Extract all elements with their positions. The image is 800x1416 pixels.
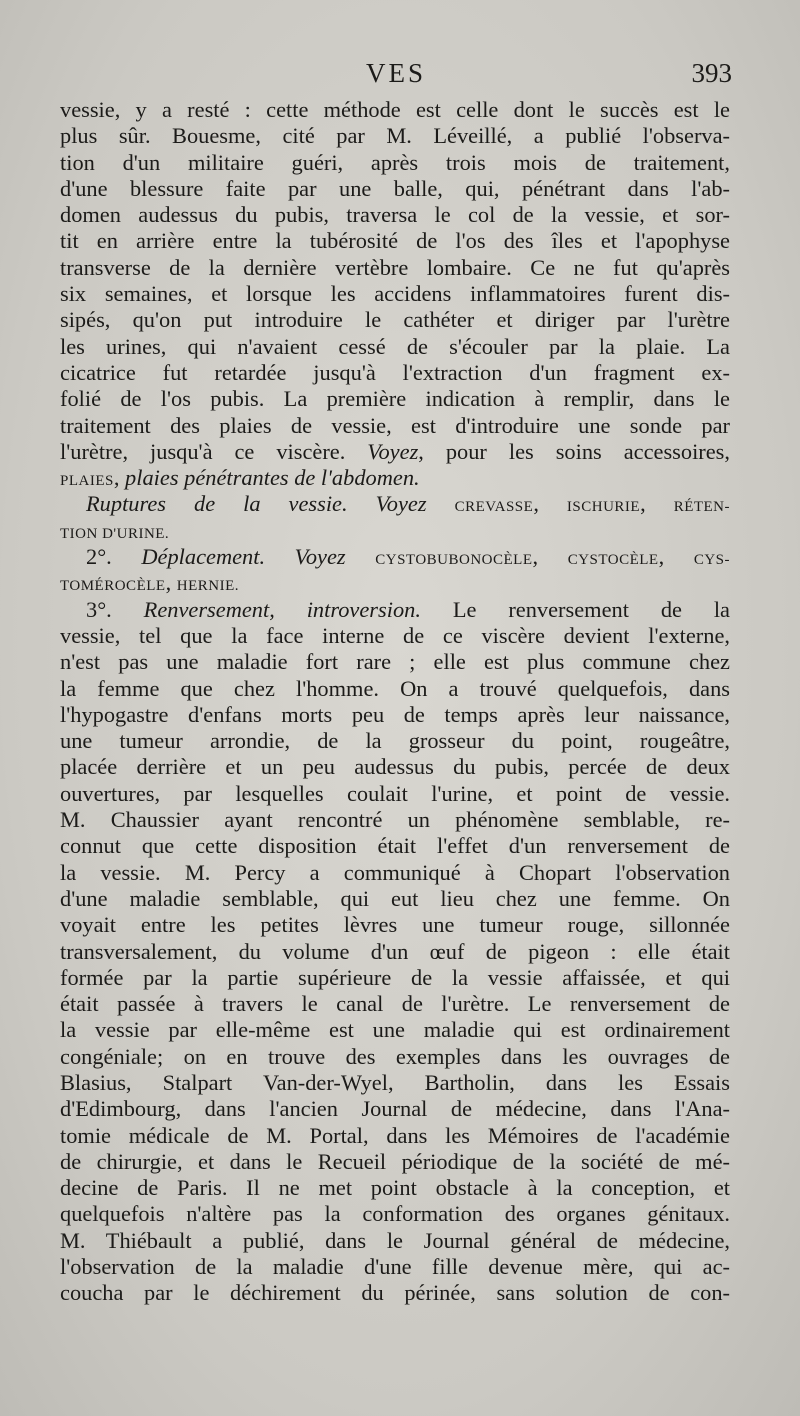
text-line xyxy=(60,255,730,281)
text-segment: tion d'un militaire guéri, après trois mois de traitement, xyxy=(60,149,730,175)
text-segment: sipés, qu'on put introduire le cathéter et diriger par l'urètre xyxy=(60,307,730,333)
text-segment: , xyxy=(532,544,568,570)
text-segment: d'une maladie semblable, qui eut lieu chez une femme. On xyxy=(60,885,730,911)
text-segment: traitement des plaies de vessie, est d'introduire une sonde par xyxy=(60,412,730,438)
text-segment: transverse de la dernière vertèbre lombaire. Ce ne fut qu'après xyxy=(60,254,730,280)
text-segment: Ruptures de la vessie. Voyez xyxy=(86,491,427,517)
text-segment: la vessie. M. Percy a communiqué à Chopart l'observation xyxy=(60,859,730,885)
text-segment: Déplacement. Voyez xyxy=(141,544,346,570)
text-line xyxy=(60,1149,730,1175)
text-segment: CYS- xyxy=(693,552,730,569)
text-segment: Blasius, Stalpart Van-der-Wyel, Bartholin, dans les Essais xyxy=(60,1069,730,1095)
text-segment: ouvertures, par lesquelles coulait l'urine, et point de vessie. xyxy=(60,780,730,806)
text-line xyxy=(60,676,730,702)
text-segment: l'hypogastre d'enfans morts peu de temps après leur naissance, xyxy=(60,701,730,727)
text-segment: domen audessus du pubis, traversa le col de la vessie, et sor- xyxy=(60,202,730,228)
text-line xyxy=(60,860,730,886)
text-segment: coucha par le déchirement du périnée, sans solution de con- xyxy=(60,1280,730,1306)
text-segment: decine de Paris. Il ne met point obstacle à la conception, et xyxy=(60,1175,730,1201)
text-segment: , xyxy=(658,544,694,570)
text-line xyxy=(60,307,730,333)
text-line xyxy=(60,202,730,228)
text-line xyxy=(60,150,730,176)
text-line xyxy=(60,518,730,544)
text-line xyxy=(60,228,730,254)
text-line xyxy=(60,1201,730,1227)
text-segment: transversalement, du volume d'un œuf de pigeon : elle était xyxy=(60,938,730,964)
text-line xyxy=(60,360,730,386)
text-segment: d'Edimbourg, dans l'ancien Journal de médecine, dans l'Ana- xyxy=(60,1096,730,1122)
body-text xyxy=(60,97,730,1307)
text-segment: n'est pas une maladie fort rare ; elle est plus commune chez xyxy=(60,649,730,675)
text-segment: , pour les soins accessoires, xyxy=(418,438,730,464)
text-line xyxy=(60,597,730,623)
text-line xyxy=(60,281,730,307)
text-segment: TION D'URINE. xyxy=(60,525,170,542)
page-header xyxy=(60,58,732,94)
text-line xyxy=(60,807,730,833)
text-segment: , xyxy=(533,491,567,517)
text-line xyxy=(60,1254,730,1280)
text-segment: , xyxy=(640,491,674,517)
text-segment: RÉTEN- xyxy=(673,499,730,516)
text-line xyxy=(60,623,730,649)
text-line xyxy=(60,176,730,202)
text-line xyxy=(60,965,730,991)
text-segment: TOMÉROCÈLE xyxy=(60,578,166,595)
text-line xyxy=(60,833,730,859)
text-segment: , xyxy=(165,570,177,596)
text-segment: était passée à travers le canal de l'urètre. Le renversement de xyxy=(60,991,730,1017)
text-segment: Renversement, introversion. xyxy=(143,596,421,622)
text-line xyxy=(60,1228,730,1254)
text-segment: HERNIE. xyxy=(176,578,240,595)
text-line xyxy=(60,465,730,491)
text-segment xyxy=(346,544,376,569)
text-segment: quelquefois n'altère pas la conformation des organes génitaux. xyxy=(60,1201,730,1227)
text-segment: l'urètre, jusqu'à ce viscère. xyxy=(60,438,368,464)
text-segment: Le renversement de la xyxy=(420,596,730,622)
text-line xyxy=(60,1070,730,1096)
text-segment: une tumeur arrondie, de la grosseur du point, rougeâtre, xyxy=(60,728,730,754)
text-segment: ISCHURIE xyxy=(566,499,641,516)
text-segment: vessie, tel que la face interne de ce viscère devient l'externe, xyxy=(60,622,730,648)
text-line xyxy=(60,544,730,570)
text-segment: d'une blessure faite par une balle, qui, pénétrant dans l'ab- xyxy=(60,175,730,201)
text-line xyxy=(60,386,730,412)
text-line xyxy=(60,413,730,439)
text-segment: plaies pénétrantes de l'abdomen. xyxy=(125,465,420,491)
text-segment: plus sûr. Bouesme, cité par M. Léveillé, a publié l'observa- xyxy=(60,123,730,149)
text-line xyxy=(60,939,730,965)
text-line xyxy=(60,1123,730,1149)
text-line xyxy=(60,781,730,807)
text-segment: formée par la partie supérieure de la vessie affaissée, et qui xyxy=(60,964,730,990)
text-segment: Voyez xyxy=(367,438,419,464)
text-segment: la vessie par elle-même est une maladie qui est ordinairement xyxy=(60,1017,730,1043)
text-segment: les urines, qui n'avaient cessé de s'écouler par la plaie. La xyxy=(60,333,730,359)
text-line xyxy=(60,334,730,360)
text-line xyxy=(60,1280,730,1306)
text-segment: de chirurgie, et dans le Recueil périodique de la société de mé- xyxy=(60,1148,730,1174)
text-line xyxy=(60,97,730,123)
text-line xyxy=(60,439,730,465)
text-segment: cicatrice fut retardée jusqu'à l'extraction d'un fragment ex- xyxy=(60,359,730,385)
text-segment: connut que cette disposition était l'effet d'un renversement de xyxy=(60,833,730,859)
text-segment: PLAIES xyxy=(60,473,114,490)
text-line xyxy=(60,491,730,517)
text-line xyxy=(60,702,730,728)
text-segment xyxy=(427,491,455,516)
text-line xyxy=(60,1044,730,1070)
text-segment: tit en arrière entre la tubérosité de l'os des îles et l'apophyse xyxy=(60,228,730,254)
text-segment: CYSTOCÈLE xyxy=(567,552,659,569)
text-line xyxy=(60,912,730,938)
text-line xyxy=(60,754,730,780)
text-line xyxy=(60,649,730,675)
text-line xyxy=(60,570,730,596)
text-line xyxy=(60,123,730,149)
text-segment: tomie médicale de M. Portal, dans les Mémoires de l'académie xyxy=(60,1122,730,1148)
text-segment: placée derrière et un peu audessus du pubis, percée de deux xyxy=(60,754,730,780)
text-segment: , xyxy=(113,465,126,491)
text-segment: la femme que chez l'homme. On a trouvé quelquefois, dans xyxy=(60,675,730,701)
page-number: 393 xyxy=(691,58,732,88)
text-line xyxy=(60,1096,730,1122)
text-segment: 3°. xyxy=(86,596,144,622)
text-segment: vessie, y a resté : cette méthode est celle dont le succès est le xyxy=(60,97,730,122)
text-segment: 2°. xyxy=(86,544,142,570)
text-segment: six semaines, et lorsque les accidens inflammatoires furent dis- xyxy=(60,281,730,307)
text-segment: voyait entre les petites lèvres une tumeur rouge, sillonnée xyxy=(60,912,730,938)
text-segment: congéniale; on en trouve des exemples dans les ouvrages de xyxy=(60,1043,730,1069)
text-segment: l'observation de la maladie d'une fille devenue mère, qui ac- xyxy=(60,1254,730,1280)
text-line xyxy=(60,991,730,1017)
text-segment: folié de l'os pubis. La première indication à remplir, dans le xyxy=(60,386,730,412)
text-line xyxy=(60,728,730,754)
text-line xyxy=(60,1175,730,1201)
text-line xyxy=(60,886,730,912)
text-segment: M. Thiébault a publié, dans le Journal général de médecine, xyxy=(60,1227,730,1253)
text-segment: CYSTOBUBONOCÈLE xyxy=(375,552,533,569)
text-segment: M. Chaussier ayant rencontré un phénomène semblable, re- xyxy=(60,807,730,833)
running-head: VES xyxy=(365,58,426,88)
text-line xyxy=(60,1017,730,1043)
text-segment: CREVASSE xyxy=(454,499,534,516)
